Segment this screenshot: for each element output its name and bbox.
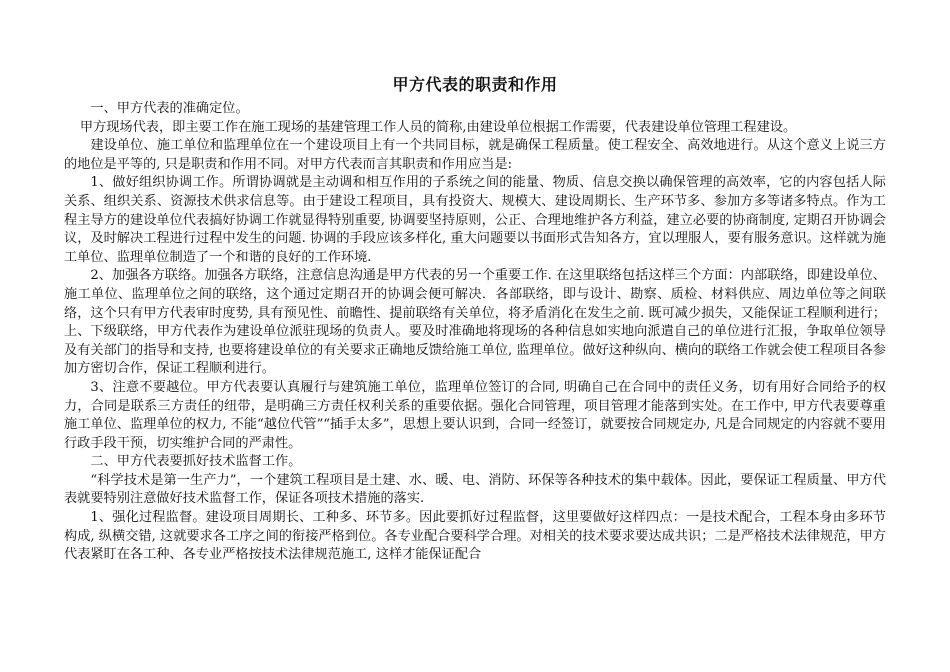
paragraph-definition: 甲方现场代表，即主要工作在施工现场的基建管理工作人员的简称,由建设单位根据工作需要，代表建设单位管理工程建设。 [79,119,797,135]
paragraph-technology: “科学技术是第一生产力”，一个建筑工程项目是土建、水、暖、电、消防、环保等各种技术的集中载体。因此，要保证工程质量、甲方代表就要特别注意做好技术监督工作，保证各项技术措施的落实. [64,472,886,507]
paragraph-coordination: 1、做好组织协调工作。所谓协调就是主动调和相互作用的子系统之间的能量、物质、信息交换以确保管理的高效率，它的内容包括人际关系、组织关系、资源技术供求信息等。由于建设工程项目，具有投资大、规模大、建设周期长、生产环节多、参加方多等诸多特点。作为工程主导方的建设单位代表搞好协调工作就显得特别重要, 协调要坚持原则，公正、合理地维护各方利益，建立必要的协商制度, 定期召开协调会议，及时解决工程进行过程中发生的问题. 协调的手段应该多样化, 重大问题要以书面形式告知各方，宜以理服人，要有服务意识。这样就为施工单位、监理单位制造了一个和谐的良好的工作环境. [64,175,886,265]
document-title: 甲方代表的职责和作用 [392,75,558,94]
section-heading-2: 二、甲方代表要抓好技术监督工作。 [90,454,302,470]
paragraph-liaison: 2、加强各方联络。加强各方联络，注意信息沟通是甲方代表的另一个重要工作. 在这里联络包括这样三个方面：内部联络，即建设单位、施工单位、监理单位之间的联络，这个通过定期召开的协调会便可解决．各部联络，即与设计、勘察、质检、材料供应、周边单位等之间联络，这个只有甲方代表审时度势, 具有预见性、前瞻性、提前联络有关单位，将矛盾消化在发生之前. 既可减少损失，又能保证工程顺利进行；上、下级联络，甲方代表作为建设单位派驻现场的负责人。要及时准确地将现场的各种信息如实地向派遣自己的单位进行汇报，争取单位领导及有关部门的指导和支持, 也要将建设单位的有关要求正确地反馈给施工单位, 监理单位。做好这种纵向、横向的联络工作就会使工程项目各参加方密切合作，保证工程顺利进行。 [64,268,886,377]
document-page [64,74,886,565]
paragraph-no-overstep: 3、注意不要越位。甲方代表要认真履行与建筑施工单位，监理单位签订的合同, 明确自己在合同中的责任义务，切有用好合同给予的权力，合同是联系三方责任的纽带，是明确三方责任权利关系的重要依据。强化合同管理，项目管理才能落到实处。在工作中, 甲方代表要尊重施工单位、监理单位的权力, 不能“越位代管”“插手太多”，思想上要认识到，合同一经签订，就要按合同规定办, 凡是合同规定的内容就不要用行政手段干预，切实维护合同的严肃性。 [64,379,886,451]
paragraph-common-goal: 建设单位、施工单位和监理单位在一个建设项目上有一个共同目标，就是确保工程质量。使工程安全、高效地进行。从这个意义上说三方的地位是平等的, 只是职责和作用不同。对甲方代表而言其职责和作用应当是: [64,138,886,172]
paragraph-process-supervision: 1、强化过程监督。建设项目周期长、工种多、环节多。因此要抓好过程监督，这里要做好这样四点：一是技术配合，工程本身由多环节构成, 纵横交错, 这就要求各工序之间的衔接严格到位。各专业配合要科学合理。对相关的技术要求要达成共识；二是严格技术法律规范，甲方代表紧盯在各工种、各专业严格按技术法律规范施工, 这样才能保证配合 [64,510,886,563]
section-heading-1: 一、甲方代表的准确定位。 [90,101,249,116]
